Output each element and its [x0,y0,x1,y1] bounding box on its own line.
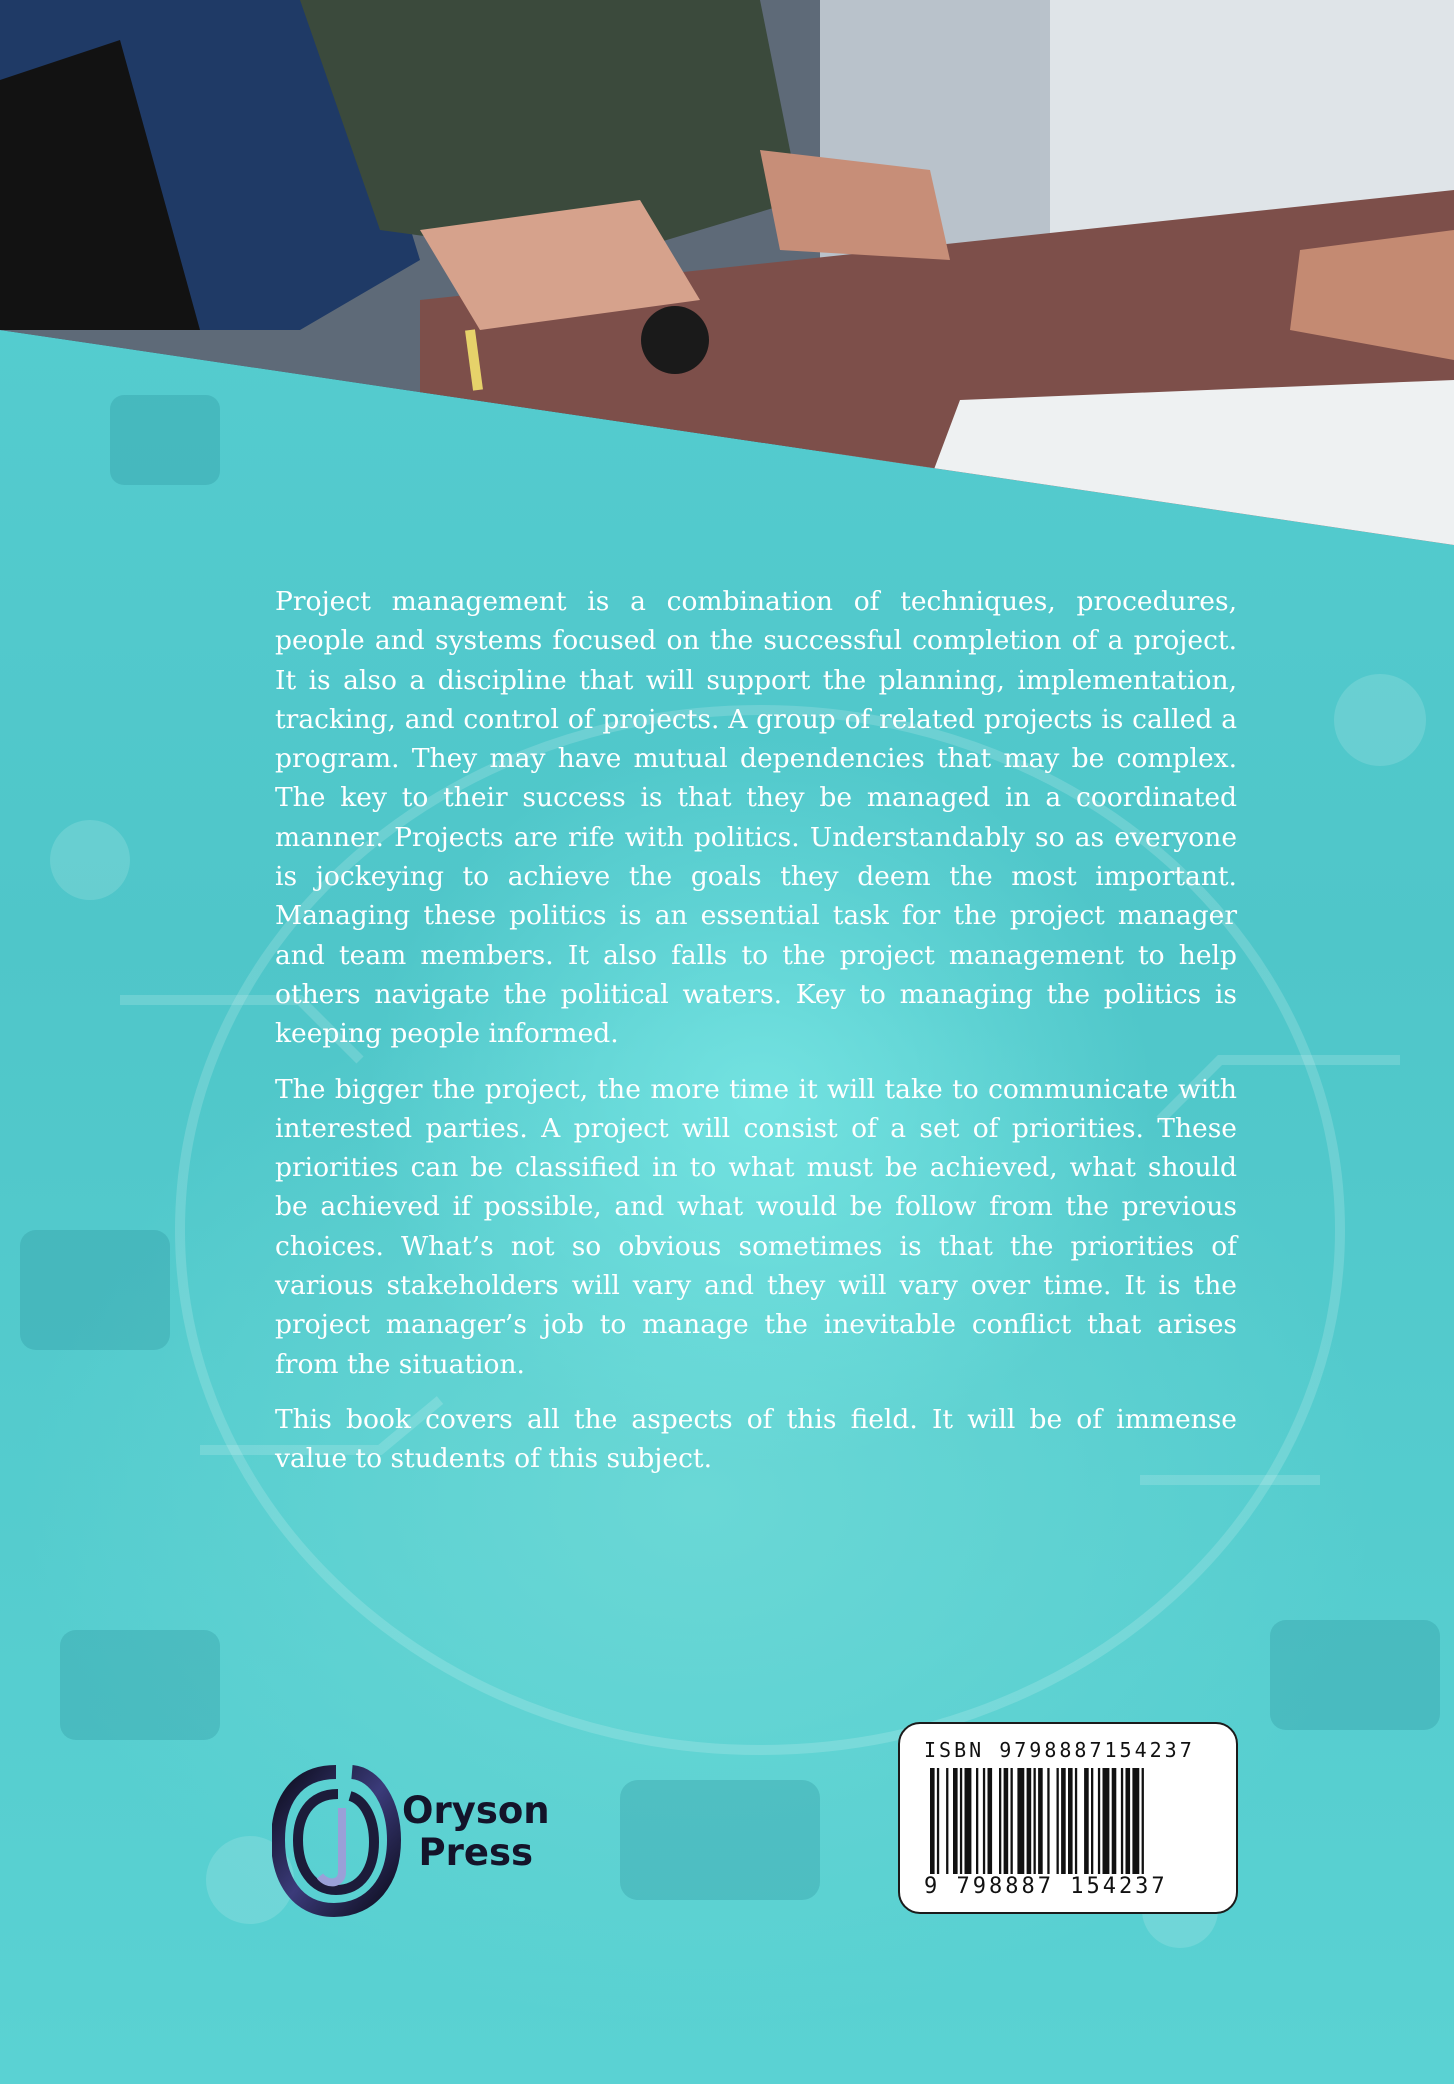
barcode-bar [1027,1768,1032,1886]
barcode-bar [1084,1768,1089,1886]
barcode-bar [937,1768,939,1886]
barcode-bar [953,1768,958,1886]
barcode-bar [960,1768,962,1886]
barcode-bar [1075,1768,1077,1886]
publisher-name-line2: Press [418,1831,534,1874]
barcode-bar [988,1768,993,1886]
cover-blurb [275,582,1237,1495]
barcode-bar [1098,1768,1100,1886]
barcode-bar [946,1768,948,1886]
barcode-bar [1004,1768,1009,1886]
barcode-bar [1057,1768,1059,1886]
barcode-bar [983,1768,985,1886]
oryson-swirl-logo-icon [272,1760,402,1920]
barcode-bar [1061,1768,1066,1886]
barcode-bar [1091,1768,1093,1886]
barcode-bar [1132,1768,1139,1886]
barcode-bar [1011,1768,1013,1886]
barcode-bar [965,1768,972,1886]
barcode-bar [1034,1768,1036,1886]
barcode-bar [1038,1768,1043,1886]
blurb-paragraph-3: This book covers all the aspects of this field. It will be of immense value to students of this subject. [275,1403,1237,1475]
barcode-bar [930,1768,935,1886]
publisher-logo [272,1760,572,1920]
isbn-label: ISBN 9798887154237 [924,1738,1195,1762]
barcode-bar [1103,1768,1110,1886]
barcode-digits: 9 798887 154237 [924,1874,1168,1899]
barcode-bar [999,1768,1001,1886]
barcode-icon [930,1768,1212,1886]
barcode-bar [1068,1768,1073,1886]
barcode-bar [1017,1768,1024,1886]
barcode-bar [1126,1768,1131,1886]
barcode-bar [1047,1768,1049,1886]
isbn-barcode [898,1722,1238,1914]
publisher-name [402,1790,550,1874]
blurb-paragraph-2: The bigger the project, the more time it will take to communicate with interested parties. A project will consist of a set of priorities. These priorities can be classified in to what must be achieved, what should be achieved if possible, and what would be follow from the previous choices. What’s not so obvious sometimes is that the priorities of various stakeholders will vary and they will vary over time. It is the project manager’s job to manage the inevitable conflict that arises from the situation. [275,1073,1237,1380]
barcode-bar [1142,1768,1144,1886]
barcode-bar [976,1768,978,1886]
publisher-name-line1: Oryson [402,1789,550,1832]
blurb-paragraph-1: Project management is a combination of techniques, procedures, people and systems focused on the successful completion of a project. It is also a discipline that will support the planning, implementation, tracking, and control of projects. A group of related projects is called a program. They may have mutual dependencies that may be complex. The key to their success is that they be managed in a coordinated manner. Projects are rife with politics. Understandably so as everyone is jockeying to achieve the goals they deem the most important. Managing these politics is an essential task for the project manager and team members. It also falls to the project management to help others navigate the political waters. Key to managing the politics is keeping people informed. [275,586,1237,1050]
barcode-bar [1121,1768,1123,1886]
barcode-bar [1112,1768,1117,1886]
